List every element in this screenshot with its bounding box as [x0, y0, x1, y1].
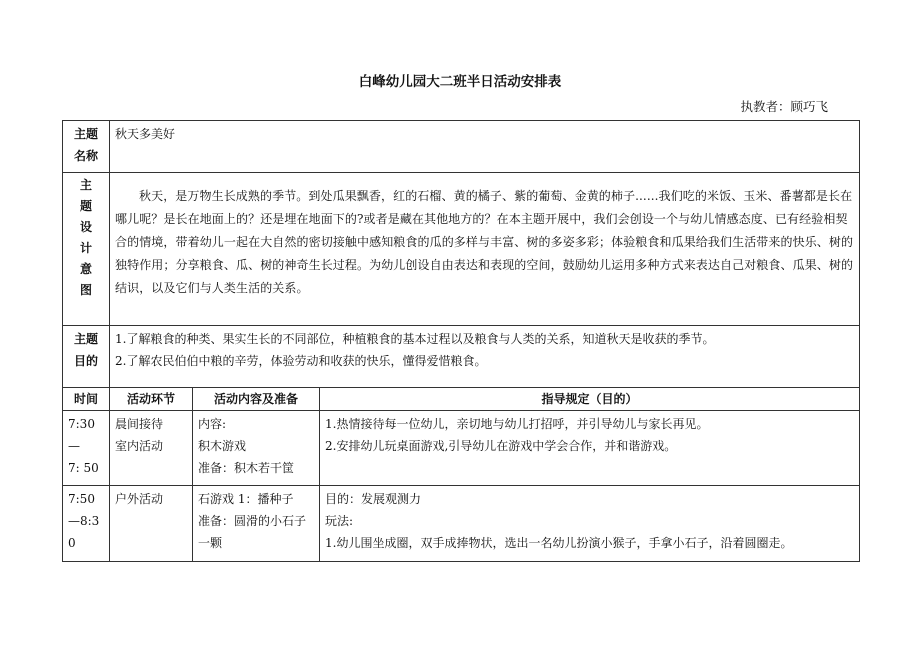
theme-design-label: 主 题 设 计 意 图 [63, 173, 110, 326]
theme-design-row [63, 173, 860, 326]
theme-design-text: 秋天，是万物生长成熟的季节。到处瓜果飘香，红的石榴、黄的橘子、紫的葡萄、金黄的柿子......我们吃的米饭、玉米、番薯都是长在哪儿呢？是长在地面上的？还是埋在地面下的?或者是藏在其他地方的？在本主题开展中，我们会创设一个与幼儿情感态度、已有经验相契合的情境，带着幼儿一起在大自然的密切接触中感知粮食的瓜的多样与丰富、树的多姿多彩；体验粮食和瓜果给我们生活带来的快乐、树的独特作用；分享粮食、瓜、树的神奇生长过程。为幼儿创设自由表达和表现的空间，鼓励幼儿运用多种方式来表达自己对粮食、瓜果、树的结识，以及它们与人类生活的关系。 [115, 189, 854, 295]
header-segment: 活动环节 [110, 388, 193, 411]
theme-goal-item: 2.了解农民伯伯中粮的辛劳，体验劳动和收获的快乐，懂得爱惜粮食。 [115, 354, 487, 368]
theme-goal-cell [110, 326, 860, 388]
time-cell: 7:50 —8:3 0 [63, 486, 110, 562]
header-time: 时间 [63, 388, 110, 411]
table-row [63, 411, 860, 486]
segment-cell: 户外活动 [110, 486, 193, 562]
theme-goal-label: 主题 目的 [63, 326, 110, 388]
theme-goal-row [63, 326, 860, 388]
guide-cell: 目的：发展观测力 玩法: 1.幼儿围坐成圈，双手成捧物状，选出一名幼儿扮演小猴子，手拿小石子，沿着圆圈走。 [320, 486, 860, 562]
teacher-name: 执教者：顾巧飞 [740, 99, 828, 114]
theme-name-row [63, 121, 860, 173]
theme-name-label: 主题 名称 [63, 121, 110, 173]
header-content: 活动内容及准备 [193, 388, 320, 411]
content-cell: 内容: 积木游戏 准备：积木若干筐 [193, 411, 320, 486]
schedule-table [62, 120, 860, 562]
segment-cell: 晨间接待 室内活动 [110, 411, 193, 486]
theme-design-cell [110, 173, 860, 326]
time-cell: 7:30 — 7: 50 [63, 411, 110, 486]
header-guide: 指导规定（目的） [320, 388, 860, 411]
page-title: 白峰幼儿园大二班半日活动安排表 [358, 74, 562, 90]
theme-goal-item: 1.了解粮食的种类、果实生长的不同部位，种植粮食的基本过程以及粮食与人类的关系，知道秋天是收获的季节。 [115, 332, 715, 346]
theme-name-value: 秋天多美好 [110, 121, 860, 173]
table-header-row [63, 388, 860, 411]
content-cell: 石游戏 1：播种子 准备：圆滑的小石子 一颗 [193, 486, 320, 562]
table-row [63, 486, 860, 562]
guide-cell: 1.热情接待每一位幼儿，亲切地与幼儿打招呼，并引导幼儿与家长再见。 2.安排幼儿玩桌面游戏,引导幼儿在游戏中学会合作，并和谐游戏。 [320, 411, 860, 486]
